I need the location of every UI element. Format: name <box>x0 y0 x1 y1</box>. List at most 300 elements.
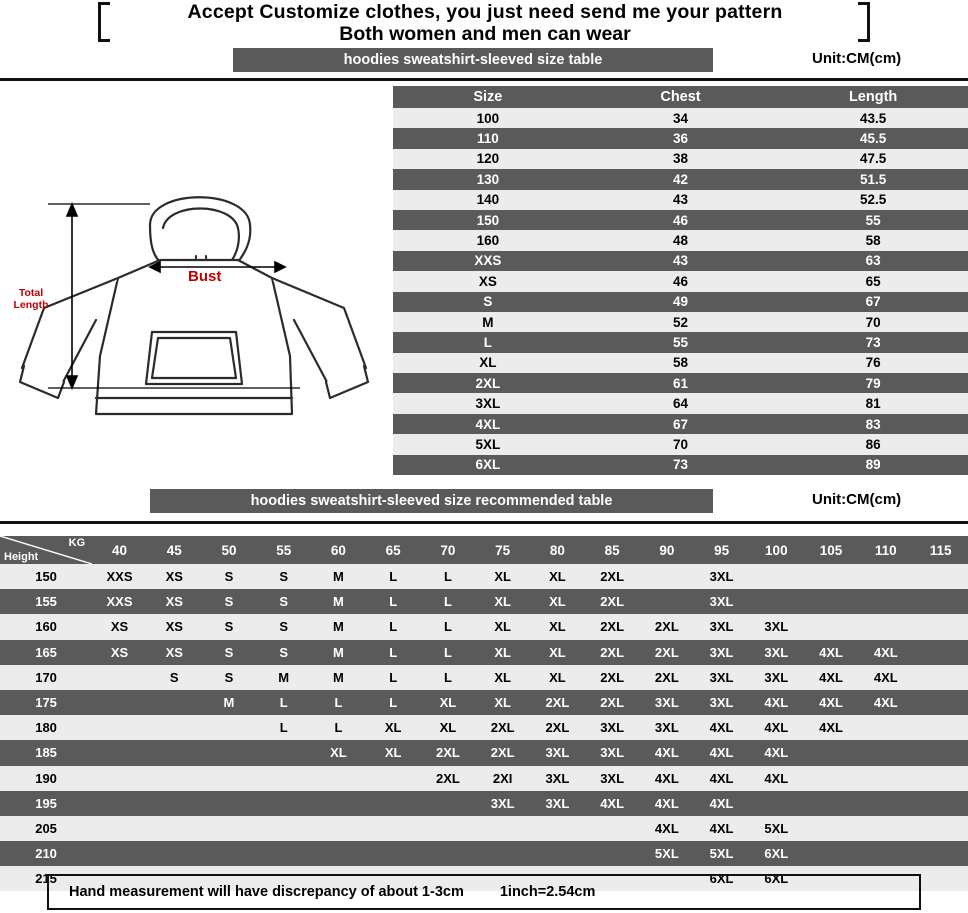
size-cell: 4XL <box>639 766 694 791</box>
size-cell <box>858 589 913 614</box>
size-cell <box>804 791 859 816</box>
weight-header: 110 <box>858 536 913 564</box>
size-cell: 4XL <box>858 640 913 665</box>
size-cell <box>366 766 421 791</box>
size-cell: 3XL <box>694 564 749 589</box>
size-cell <box>858 614 913 639</box>
weight-header: 95 <box>694 536 749 564</box>
cell-chest: 36 <box>583 128 779 148</box>
cell-chest: 58 <box>583 353 779 373</box>
divider-top <box>0 78 968 81</box>
size-cell: 4XL <box>749 690 804 715</box>
size-cell: 5XL <box>694 841 749 866</box>
cell-length: 51.5 <box>778 169 968 189</box>
size-cell: 4XL <box>749 740 804 765</box>
cell-length: 81 <box>778 393 968 413</box>
size-cell: 2XL <box>585 640 640 665</box>
size-cell: XL <box>475 665 530 690</box>
size-cell <box>913 791 968 816</box>
size-cell: XS <box>147 614 202 639</box>
size-cell <box>421 841 476 866</box>
size-cell: XS <box>147 640 202 665</box>
cell-length: 73 <box>778 332 968 352</box>
size-table-col-chest: Chest <box>583 86 779 108</box>
hoodie-illustration-svg <box>0 170 390 430</box>
size-cell <box>256 791 311 816</box>
size-cell: 4XL <box>585 791 640 816</box>
size-cell <box>256 841 311 866</box>
cell-size: 110 <box>393 128 583 148</box>
size-cell: 6XL <box>694 866 749 891</box>
footer-note <box>47 874 921 910</box>
cell-chest: 48 <box>583 230 779 250</box>
cell-size: 5XL <box>393 434 583 454</box>
table-row <box>0 589 968 614</box>
height-cell: 190 <box>0 766 92 791</box>
table-row <box>393 312 968 332</box>
size-cell: 4XL <box>858 665 913 690</box>
cell-size: M <box>393 312 583 332</box>
size-cell <box>858 740 913 765</box>
size-cell: 4XL <box>694 816 749 841</box>
height-cell: 155 <box>0 589 92 614</box>
size-cell: 3XL <box>530 791 585 816</box>
size-cell: XL <box>475 564 530 589</box>
cell-length: 63 <box>778 251 968 271</box>
cell-size: XXS <box>393 251 583 271</box>
cell-chest: 64 <box>583 393 779 413</box>
size-cell <box>311 791 366 816</box>
size-cell: 2XL <box>585 614 640 639</box>
cell-size: 6XL <box>393 455 583 475</box>
size-cell: XL <box>311 740 366 765</box>
size-cell: 4XL <box>639 791 694 816</box>
size-cell <box>92 841 147 866</box>
size-cell <box>92 766 147 791</box>
size-cell <box>639 589 694 614</box>
size-cell: XL <box>530 614 585 639</box>
size-table-unit: Unit:CM(cm) <box>812 50 902 67</box>
size-table-body <box>393 108 968 475</box>
size-cell <box>639 564 694 589</box>
table-row <box>393 149 968 169</box>
table-row <box>0 614 968 639</box>
size-cell: L <box>366 589 421 614</box>
hoodie-diagram <box>0 170 390 430</box>
size-cell <box>913 614 968 639</box>
cell-length: 58 <box>778 230 968 250</box>
weight-header: 100 <box>749 536 804 564</box>
size-cell: M <box>256 665 311 690</box>
size-cell <box>858 791 913 816</box>
size-cell <box>256 740 311 765</box>
size-cell: S <box>202 589 257 614</box>
size-cell: 2XL <box>530 690 585 715</box>
size-cell: XL <box>475 589 530 614</box>
size-cell: M <box>311 589 366 614</box>
size-cell: L <box>421 589 476 614</box>
size-cell: 5XL <box>639 841 694 866</box>
size-cell: 2XL <box>475 740 530 765</box>
recommend-table-wrap <box>0 536 968 891</box>
weight-axis-label: KG <box>68 537 86 549</box>
divider-middle <box>0 521 968 524</box>
size-cell: L <box>256 715 311 740</box>
size-cell: 6XL <box>749 866 804 891</box>
cell-size: 100 <box>393 108 583 128</box>
size-cell <box>366 841 421 866</box>
size-cell: XS <box>147 589 202 614</box>
header-bracket-left <box>98 2 110 42</box>
size-cell: 2XL <box>639 665 694 690</box>
size-cell: 2XL <box>475 715 530 740</box>
size-cell: 3XL <box>694 665 749 690</box>
size-cell: S <box>256 640 311 665</box>
size-cell: 4XL <box>858 690 913 715</box>
cell-chest: 34 <box>583 108 779 128</box>
height-cell: 215 <box>0 866 92 891</box>
size-cell: 2XL <box>585 589 640 614</box>
weight-header: 85 <box>585 536 640 564</box>
size-cell: XL <box>421 715 476 740</box>
cell-chest: 38 <box>583 149 779 169</box>
size-cell: L <box>256 690 311 715</box>
size-cell: 4XL <box>749 715 804 740</box>
size-cell <box>311 816 366 841</box>
size-cell: 2XL <box>585 690 640 715</box>
cell-chest: 73 <box>583 455 779 475</box>
header <box>0 0 968 44</box>
size-cell <box>749 564 804 589</box>
size-cell <box>147 690 202 715</box>
size-cell: M <box>311 614 366 639</box>
cell-size: 130 <box>393 169 583 189</box>
cell-size: 150 <box>393 210 583 230</box>
height-axis-label: Height <box>4 551 39 563</box>
size-cell: XL <box>475 640 530 665</box>
size-cell: XL <box>366 740 421 765</box>
cell-length: 43.5 <box>778 108 968 128</box>
table-row <box>393 373 968 393</box>
size-cell <box>202 816 257 841</box>
table-row <box>393 455 968 475</box>
size-cell: L <box>366 690 421 715</box>
size-cell: S <box>202 640 257 665</box>
size-cell <box>202 715 257 740</box>
size-cell <box>311 766 366 791</box>
weight-header: 115 <box>913 536 968 564</box>
size-cell: 4XL <box>639 740 694 765</box>
size-table-title: hoodies sweatshirt-sleeved size table <box>233 48 713 72</box>
table-row <box>0 564 968 589</box>
size-cell: 3XL <box>639 715 694 740</box>
table-row <box>393 128 968 148</box>
size-table-col-length: Length <box>778 86 968 108</box>
table-row <box>0 740 968 765</box>
cell-length: 55 <box>778 210 968 230</box>
size-cell <box>475 841 530 866</box>
size-cell: L <box>366 640 421 665</box>
size-cell <box>804 766 859 791</box>
size-cell <box>913 766 968 791</box>
size-cell <box>804 841 859 866</box>
size-cell <box>256 816 311 841</box>
axis-corner-cell <box>0 536 92 564</box>
weight-header: 90 <box>639 536 694 564</box>
cell-length: 89 <box>778 455 968 475</box>
size-cell <box>804 564 859 589</box>
table-row <box>393 271 968 291</box>
weight-header: 40 <box>92 536 147 564</box>
size-cell: XXS <box>92 564 147 589</box>
table-row <box>0 816 968 841</box>
table-row <box>393 414 968 434</box>
cell-size: 120 <box>393 149 583 169</box>
size-cell: 3XL <box>475 791 530 816</box>
size-cell: 4XL <box>749 766 804 791</box>
size-cell <box>804 589 859 614</box>
size-cell: 3XL <box>694 690 749 715</box>
size-cell: 3XL <box>694 640 749 665</box>
size-cell: 5XL <box>749 816 804 841</box>
weight-header: 65 <box>366 536 421 564</box>
size-cell: 4XL <box>804 640 859 665</box>
height-cell: 165 <box>0 640 92 665</box>
cell-length: 83 <box>778 414 968 434</box>
size-cell: 4XL <box>694 791 749 816</box>
table-row <box>0 766 968 791</box>
size-cell: 2XL <box>421 740 476 765</box>
size-cell: XL <box>475 690 530 715</box>
cell-chest: 43 <box>583 251 779 271</box>
size-cell <box>804 816 859 841</box>
size-cell: L <box>421 665 476 690</box>
cell-size: 4XL <box>393 414 583 434</box>
weight-header: 50 <box>202 536 257 564</box>
size-cell <box>147 766 202 791</box>
size-cell: S <box>202 614 257 639</box>
size-cell: XS <box>147 564 202 589</box>
cell-length: 70 <box>778 312 968 332</box>
table-row <box>393 434 968 454</box>
cell-length: 47.5 <box>778 149 968 169</box>
size-cell: XS <box>92 640 147 665</box>
size-cell: L <box>311 715 366 740</box>
size-cell <box>147 841 202 866</box>
size-cell: XL <box>530 640 585 665</box>
weight-header: 45 <box>147 536 202 564</box>
size-table-header-row <box>393 86 968 108</box>
size-cell <box>804 740 859 765</box>
size-cell: S <box>202 665 257 690</box>
size-cell: 4XL <box>804 665 859 690</box>
table-row <box>0 791 968 816</box>
size-cell <box>92 816 147 841</box>
height-cell: 180 <box>0 715 92 740</box>
weight-header: 70 <box>421 536 476 564</box>
size-cell: 3XL <box>530 766 585 791</box>
size-cell <box>804 614 859 639</box>
inch-conversion: 1inch=2.54cm <box>499 884 596 900</box>
size-cell <box>749 791 804 816</box>
size-cell: 4XL <box>694 715 749 740</box>
size-cell <box>913 740 968 765</box>
size-cell: 4XL <box>694 766 749 791</box>
size-cell: 2XL <box>585 665 640 690</box>
size-cell <box>530 816 585 841</box>
size-cell: XXS <box>92 589 147 614</box>
size-cell <box>858 816 913 841</box>
size-cell: L <box>421 614 476 639</box>
size-cell <box>147 791 202 816</box>
size-cell <box>202 766 257 791</box>
size-cell: 3XL <box>530 740 585 765</box>
cell-length: 52.5 <box>778 190 968 210</box>
size-cell: 3XL <box>749 640 804 665</box>
size-cell <box>147 715 202 740</box>
size-cell: L <box>366 665 421 690</box>
cell-chest: 42 <box>583 169 779 189</box>
size-cell: L <box>366 564 421 589</box>
table-row <box>393 190 968 210</box>
size-cell: 3XL <box>585 766 640 791</box>
size-cell <box>366 791 421 816</box>
size-cell: 2XL <box>421 766 476 791</box>
size-cell <box>421 791 476 816</box>
size-cell <box>202 740 257 765</box>
size-table-col-size: Size <box>393 86 583 108</box>
recommend-table <box>0 536 968 891</box>
height-cell: 170 <box>0 665 92 690</box>
cell-length: 67 <box>778 292 968 312</box>
cell-size: 3XL <box>393 393 583 413</box>
size-cell: S <box>256 614 311 639</box>
cell-chest: 70 <box>583 434 779 454</box>
size-cell: S <box>147 665 202 690</box>
size-cell <box>421 816 476 841</box>
table-row <box>393 353 968 373</box>
size-cell: XL <box>366 715 421 740</box>
size-cell: S <box>256 589 311 614</box>
height-cell: 160 <box>0 614 92 639</box>
size-cell <box>749 589 804 614</box>
size-cell: XL <box>530 589 585 614</box>
size-cell <box>913 816 968 841</box>
size-cell: XL <box>530 564 585 589</box>
size-cell <box>858 766 913 791</box>
table-row <box>393 169 968 189</box>
size-cell: L <box>421 640 476 665</box>
weight-header: 105 <box>804 536 859 564</box>
height-cell: 150 <box>0 564 92 589</box>
size-cell: 3XL <box>749 614 804 639</box>
size-cell: XL <box>530 665 585 690</box>
cell-chest: 55 <box>583 332 779 352</box>
size-cell: 4XL <box>804 715 859 740</box>
size-cell <box>585 841 640 866</box>
cell-length: 65 <box>778 271 968 291</box>
size-cell <box>913 564 968 589</box>
table-row <box>393 292 968 312</box>
size-cell: 4XL <box>639 816 694 841</box>
cell-size: 2XL <box>393 373 583 393</box>
size-cell: 3XL <box>749 665 804 690</box>
size-cell <box>858 564 913 589</box>
size-table <box>393 86 968 475</box>
cell-size: 140 <box>393 190 583 210</box>
size-cell: 3XL <box>585 740 640 765</box>
size-cell: S <box>256 564 311 589</box>
size-cell <box>913 715 968 740</box>
size-cell <box>913 640 968 665</box>
size-cell <box>147 816 202 841</box>
size-cell <box>913 866 968 891</box>
size-cell: 3XL <box>694 614 749 639</box>
weight-header: 75 <box>475 536 530 564</box>
header-line-2: Both women and men can wear <box>339 23 631 45</box>
size-cell <box>92 740 147 765</box>
size-cell <box>311 841 366 866</box>
header-line-1: Accept Customize clothes, you just need send me your pattern <box>187 1 783 23</box>
recommend-table-title: hoodies sweatshirt-sleeved size recommended table <box>150 489 713 513</box>
size-cell: M <box>311 665 366 690</box>
size-cell: 6XL <box>749 841 804 866</box>
size-cell <box>92 690 147 715</box>
size-cell <box>913 841 968 866</box>
size-cell <box>366 816 421 841</box>
table-row <box>0 841 968 866</box>
size-cell <box>475 816 530 841</box>
height-cell: 195 <box>0 791 92 816</box>
recommend-table-unit: Unit:CM(cm) <box>812 491 902 508</box>
table-row <box>393 108 968 128</box>
table-row <box>393 332 968 352</box>
cell-length: 79 <box>778 373 968 393</box>
size-cell: L <box>421 564 476 589</box>
size-cell: 2XL <box>585 564 640 589</box>
height-cell: 205 <box>0 816 92 841</box>
size-cell: XS <box>92 614 147 639</box>
size-cell <box>530 841 585 866</box>
table-row <box>393 210 968 230</box>
total-length-line-1: Total <box>18 287 44 299</box>
table-row <box>0 715 968 740</box>
total-length-label <box>8 287 54 311</box>
cell-size: XS <box>393 271 583 291</box>
cell-size: XL <box>393 353 583 373</box>
size-cell: XL <box>421 690 476 715</box>
weight-header: 80 <box>530 536 585 564</box>
size-cell: 4XL <box>804 690 859 715</box>
weight-header: 60 <box>311 536 366 564</box>
height-cell: 175 <box>0 690 92 715</box>
size-cell: 3XL <box>585 715 640 740</box>
header-text <box>110 0 860 45</box>
cell-chest: 61 <box>583 373 779 393</box>
cell-chest: 46 <box>583 271 779 291</box>
cell-size: 160 <box>393 230 583 250</box>
size-cell <box>913 690 968 715</box>
recommend-table-header-row <box>0 536 968 564</box>
weight-header: 55 <box>256 536 311 564</box>
size-cell: XL <box>475 614 530 639</box>
size-cell: M <box>311 564 366 589</box>
cell-chest: 46 <box>583 210 779 230</box>
size-cell <box>913 665 968 690</box>
size-cell <box>202 841 257 866</box>
cell-chest: 67 <box>583 414 779 434</box>
size-cell <box>92 791 147 816</box>
